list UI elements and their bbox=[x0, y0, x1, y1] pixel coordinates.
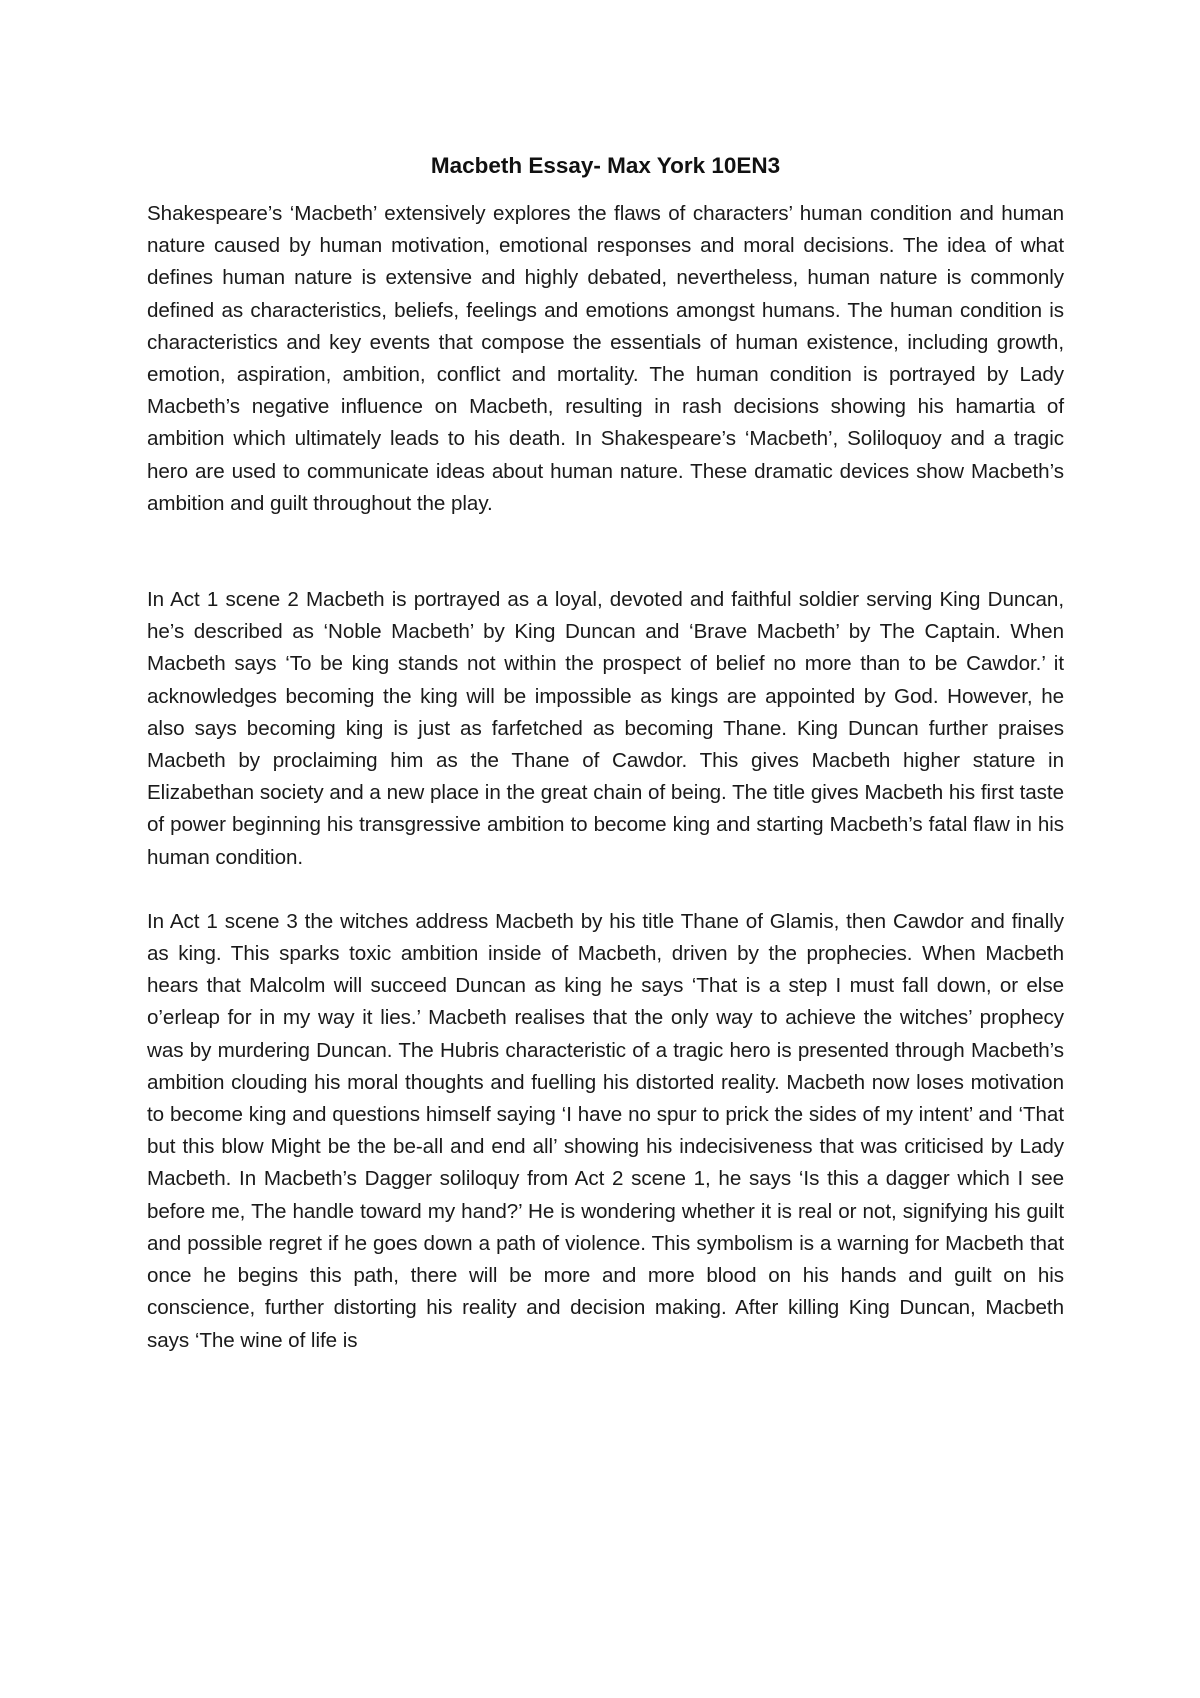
essay-body bbox=[147, 146, 1064, 1357]
paragraph-act1-scene3: In Act 1 scene 3 the witches address Macbeth by his title Thane of Glamis, then Cawdor and finally as king. This sparks toxic ambition inside of Macbeth, driven by the prophecies. When Macbeth hears that Malcolm will succeed Duncan as king he says ‘That is a step I must fall down, or else o’erleap for in my way it lies.’ Macbeth realises that the only way to achieve the witches’ prophecy was by murdering Duncan. The Hubris characteristic of a tragic hero is presented through Macbeth’s ambition clouding his moral thoughts and fuelling his distorted reality. Macbeth now loses motivation to become king and questions himself saying ‘I have no spur to prick the sides of my intent’ and ‘That but this blow Might be the be-all and end all’ showing his indecisiveness that was criticised by Lady Macbeth. In Macbeth’s Dagger soliloquy from Act 2 scene 1, he says ‘Is this a dagger which I see before me, The handle toward my hand?’ He is wondering whether it is real or not, signifying his guilt and possible regret if he goes down a path of violence. This symbolism is a warning for Macbeth that once he begins this path, there will be more and more blood on his hands and guilt on his conscience, further distorting his reality and decision making. After killing King Duncan, Macbeth says ‘The wine of life is bbox=[147, 909, 1064, 1352]
essay-title: Macbeth Essay- Max York 10EN3 bbox=[430, 153, 781, 178]
paragraph-introduction: Shakespeare’s ‘Macbeth’ extensively explores the flaws of characters’ human condition and human nature caused by human motivation, emotional responses and moral decisions. The idea of what defines human nature is extensive and highly debated, nevertheless, human nature is commonly defined as characteristics, beliefs, feelings and emotions amongst humans. The human condition is characteristics and key events that compose the essentials of human existence, including growth, emotion, aspiration, ambition, conflict and mortality. The human condition is portrayed by Lady Macbeth’s negative influence on Macbeth, resulting in rash decisions showing his hamartia of ambition which ultimately leads to his death. In Shakespeare’s ‘Macbeth’, Soliloquoy and a tragic hero are used to communicate ideas about human nature. These dramatic devices show Macbeth’s ambition and guilt throughout the play. bbox=[147, 202, 1064, 515]
paragraph-act1-scene2: In Act 1 scene 2 Macbeth is portrayed as a loyal, devoted and faithful soldier serving King Duncan, he’s described as ‘Noble Macbeth’ by King Duncan and ‘Brave Macbeth’ by The Captain. When Macbeth says ‘To be king stands not within the prospect of belief no more than to be Cawdor.’ it acknowledges becoming the king will be impossible as kings are appointed by God. However, he also says becoming king is just as farfetched as becoming Thane. King Duncan further praises Macbeth by proclaiming him as the Thane of Cawdor. This gives Macbeth higher stature in Elizabethan society and a new place in the great chain of being. The title gives Macbeth his first taste of power beginning his transgressive ambition to become king and starting Macbeth’s fatal flaw in his human condition. bbox=[147, 588, 1064, 869]
